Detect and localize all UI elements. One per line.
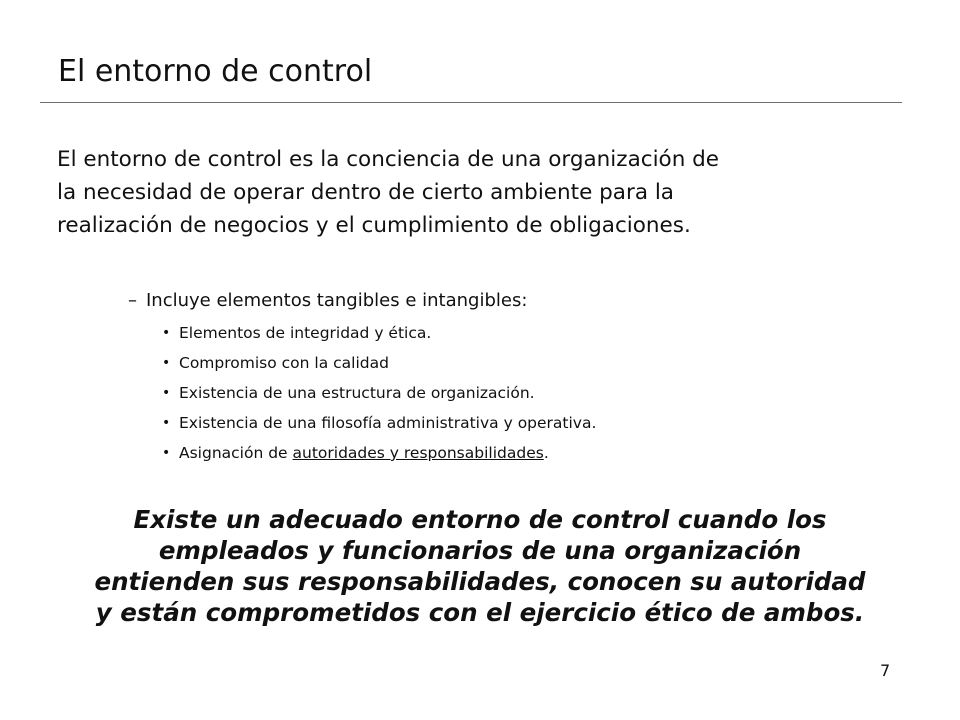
sub-item [128, 287, 527, 315]
title-divider [40, 102, 902, 103]
list-item-text: Compromiso con la calidad [179, 354, 389, 372]
list-item-suffix: . [543, 444, 549, 462]
sub-item-text: Incluye elementos tangibles e intangibles: [146, 290, 528, 311]
conclusion-line: y están comprometidos con el ejercicio ético de ambos. [95, 598, 865, 627]
list-item-text: Existencia de una estructura de organización. [179, 384, 535, 402]
bullet-icon: • [162, 445, 171, 461]
slide-title: El entorno de control [58, 54, 373, 89]
intro-line: la necesidad de operar dentro de cierto ambiente para la [57, 180, 674, 205]
underlined-text: autoridades y responsabilidades [292, 444, 544, 462]
list-item [162, 378, 596, 408]
conclusion-line: empleados y funcionarios de una organización [158, 536, 802, 565]
list-item [162, 408, 596, 438]
conclusion-paragraph [30, 504, 930, 628]
page-number: 7 [880, 661, 891, 680]
list-item [162, 318, 596, 348]
bullet-icon: • [162, 415, 171, 431]
bullet-icon: • [162, 385, 171, 401]
intro-paragraph [57, 143, 917, 242]
list-item-text [179, 444, 549, 462]
bullet-icon: • [162, 325, 171, 341]
intro-line: realización de negocios y el cumplimiento de obligaciones. [57, 213, 691, 238]
conclusion-line: entienden sus responsabilidades, conocen su autoridad [94, 567, 866, 596]
intro-line: El entorno de control es la conciencia de una organización de [57, 147, 720, 172]
dash-marker: – [128, 290, 137, 311]
bullet-list [162, 318, 596, 468]
bullet-icon: • [162, 355, 171, 371]
list-item-text: Elementos de integridad y ética. [179, 324, 432, 342]
conclusion-line: Existe un adecuado entorno de control cuando los [133, 505, 827, 534]
list-item-prefix: Asignación de [179, 444, 293, 462]
list-item-text: Existencia de una filosofía administrativa y operativa. [179, 414, 597, 432]
list-item [162, 348, 596, 378]
list-item [162, 438, 596, 468]
